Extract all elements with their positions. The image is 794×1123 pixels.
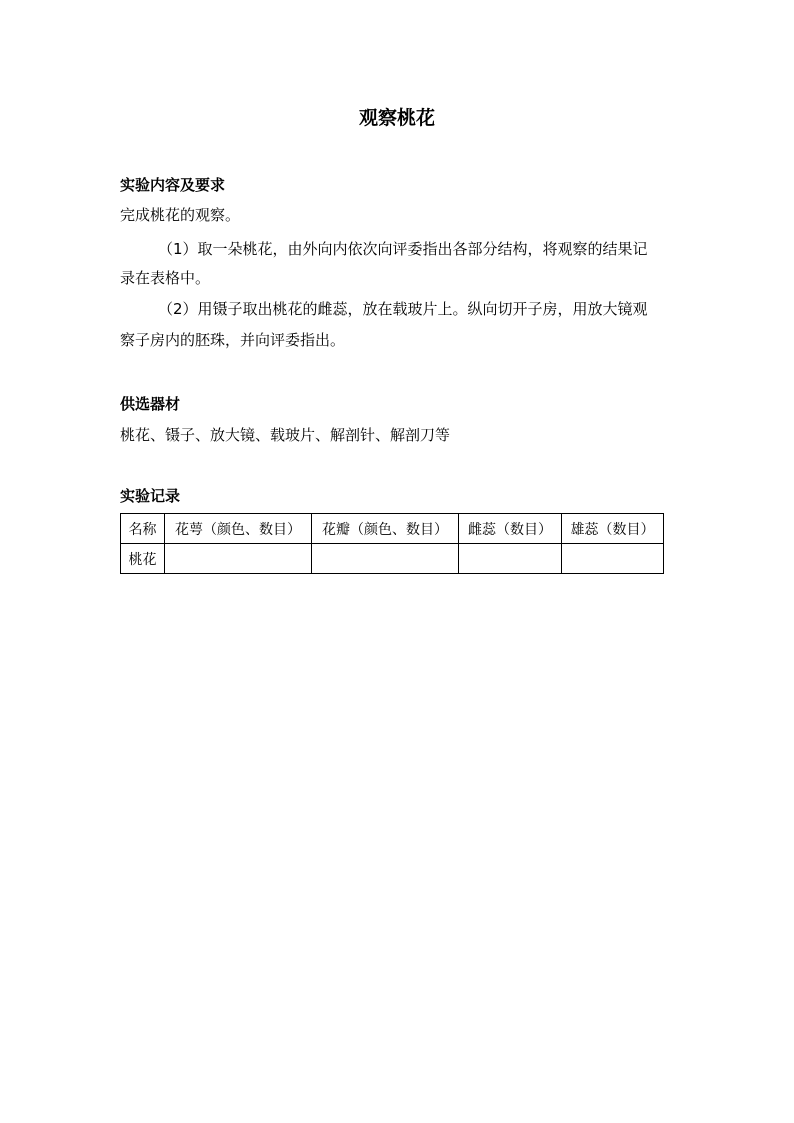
page-title: 观察桃花 [358, 107, 435, 129]
table-cell-name: 桃花 [121, 544, 165, 574]
table-cell-petal[interactable] [312, 544, 459, 574]
section-heading-record: 实验记录 [120, 487, 181, 505]
item2-line2: 察子房内的胚珠，并向评委指出。 [120, 331, 346, 349]
record-table [120, 513, 664, 574]
item1-line2: 录在表格中。 [120, 269, 211, 287]
item2-line1: （2）用镊子取出桃花的雌蕊，放在载玻片上。纵向切开子房，用放大镜观 [158, 300, 648, 318]
intro-text: 完成桃花的观察。 [120, 206, 241, 224]
header-cell-petal: 花瓣（颜色、数目） [312, 514, 459, 544]
header-cell-sepal: 花萼（颜色、数目） [165, 514, 312, 544]
table-header-row [121, 514, 664, 544]
header-cell-stamen: 雄蕊（数目） [562, 514, 664, 544]
item1-line1: （1）取一朵桃花，由外向内依次向评委指出各部分结构，将观察的结果记 [158, 240, 648, 258]
table-cell-stamen[interactable] [562, 544, 664, 574]
header-cell-pistil: 雌蕊（数目） [459, 514, 562, 544]
header-cell-name: 名称 [121, 514, 165, 544]
section-heading-materials: 供选器材 [120, 395, 181, 413]
table-cell-sepal[interactable] [165, 544, 312, 574]
table-cell-pistil[interactable] [459, 544, 562, 574]
table-row [121, 544, 664, 574]
materials-text: 桃花、镊子、放大镜、载玻片、解剖针、解剖刀等 [120, 426, 451, 444]
section-heading-content: 实验内容及要求 [120, 176, 226, 194]
